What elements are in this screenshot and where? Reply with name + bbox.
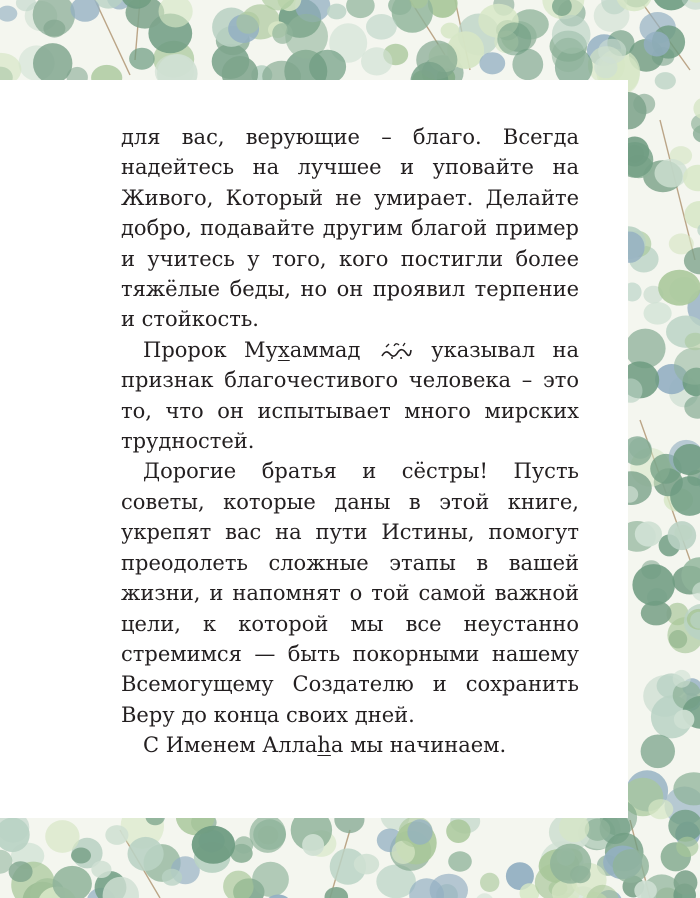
- salawat-calligraphy-icon: [380, 341, 412, 361]
- body-text: [121, 122, 579, 761]
- eucalyptus-leaf: [673, 670, 691, 688]
- eucalyptus-leaf: [361, 47, 392, 75]
- eucalyptus-leaf: [236, 12, 259, 34]
- eucalyptus-leaf: [223, 871, 254, 898]
- eucalyptus-leaf: [658, 270, 700, 306]
- eucalyptus-leaf: [252, 862, 289, 897]
- eucalyptus-leaf: [325, 887, 349, 898]
- eucalyptus-leaf: [668, 521, 697, 550]
- eucalyptus-leaf: [674, 870, 698, 895]
- eucalyptus-leaf: [655, 72, 676, 89]
- eucalyptus-leaf: [632, 564, 675, 606]
- eucalyptus-leaf: [52, 866, 91, 898]
- eucalyptus-leaf: [674, 710, 695, 729]
- paragraph-1: для вас, верующие – благо. Всегда надейтесь на лучшее и уповайте на Живого, Который не умирает. Делайте добро, подавайте другим благой пример и учитесь у того, кого постигли более тяжёлые беды, но он проявил терпение и стойкость.: [121, 125, 579, 332]
- eucalyptus-leaf: [497, 22, 531, 55]
- eucalyptus-leaf: [441, 23, 460, 39]
- paragraph-4: С Именем Аллаhа мы начинаем.: [143, 733, 507, 758]
- eucalyptus-leaf: [192, 826, 235, 864]
- eucalyptus-leaf: [250, 815, 286, 853]
- eucalyptus-leaf: [9, 861, 33, 882]
- eucalyptus-leaf: [162, 869, 182, 886]
- eucalyptus-leaf: [302, 834, 324, 856]
- eucalyptus-leaf: [354, 854, 379, 875]
- eucalyptus-leaf: [625, 329, 666, 369]
- eucalyptus-leaf: [33, 0, 75, 37]
- eucalyptus-leaf: [552, 38, 585, 72]
- eucalyptus-leaf: [309, 50, 346, 84]
- paragraph-2: Пророк Мухаммад указывал на признак благочестивого человека – это то, что он испытывает много мирских трудностей.: [121, 337, 579, 454]
- eucalyptus-leaf: [448, 851, 472, 871]
- eucalyptus-leaf: [128, 837, 164, 871]
- paragraph-3: Дорогие братья и сёстры! Пусть советы, которые даны в этой книге, укрепят вас на пути Истины, помогут преодолеть сложные этапы в вашей жизни, и напомнят о той самой важной цели, к которой мы все неустанно стремимся — быть покорными нашему Всемогущему Создателю и сохранить Веру до конца своих дней.: [121, 459, 579, 727]
- eucalyptus-leaf: [693, 98, 700, 120]
- eucalyptus-leaf: [105, 825, 128, 845]
- eucalyptus-leaf: [480, 873, 499, 892]
- eucalyptus-leaf: [648, 799, 673, 819]
- eucalyptus-leaf: [641, 735, 675, 769]
- eucalyptus-leaf: [550, 844, 591, 884]
- eucalyptus-leaf: [635, 521, 662, 546]
- eucalyptus-leaf: [91, 861, 111, 878]
- eucalyptus-leaf: [272, 23, 293, 44]
- eucalyptus-leaf: [676, 837, 698, 857]
- eucalyptus-leaf: [644, 32, 670, 57]
- eucalyptus-leaf: [33, 43, 72, 84]
- eucalyptus-leaf: [430, 874, 468, 898]
- eucalyptus-leaf: [327, 4, 346, 20]
- eucalyptus-leaf: [407, 819, 432, 844]
- eucalyptus-leaf: [475, 893, 494, 898]
- eucalyptus-leaf: [613, 849, 649, 883]
- eucalyptus-leaf: [45, 820, 79, 853]
- eucalyptus-leaf: [598, 39, 626, 64]
- eucalyptus-leaf: [479, 52, 505, 74]
- eucalyptus-leaf: [129, 48, 155, 70]
- eucalyptus-leaf: [644, 302, 672, 325]
- eucalyptus-leaf: [71, 848, 91, 864]
- branch-stem: [95, 0, 130, 75]
- eucalyptus-leaf: [0, 6, 17, 22]
- eucalyptus-leaf: [346, 0, 375, 18]
- eucalyptus-leaf: [416, 40, 457, 79]
- eucalyptus-leaf: [446, 819, 470, 843]
- eucalyptus-leaf: [70, 0, 99, 22]
- eucalyptus-leaf: [366, 14, 397, 40]
- eucalyptus-leaf: [655, 159, 688, 188]
